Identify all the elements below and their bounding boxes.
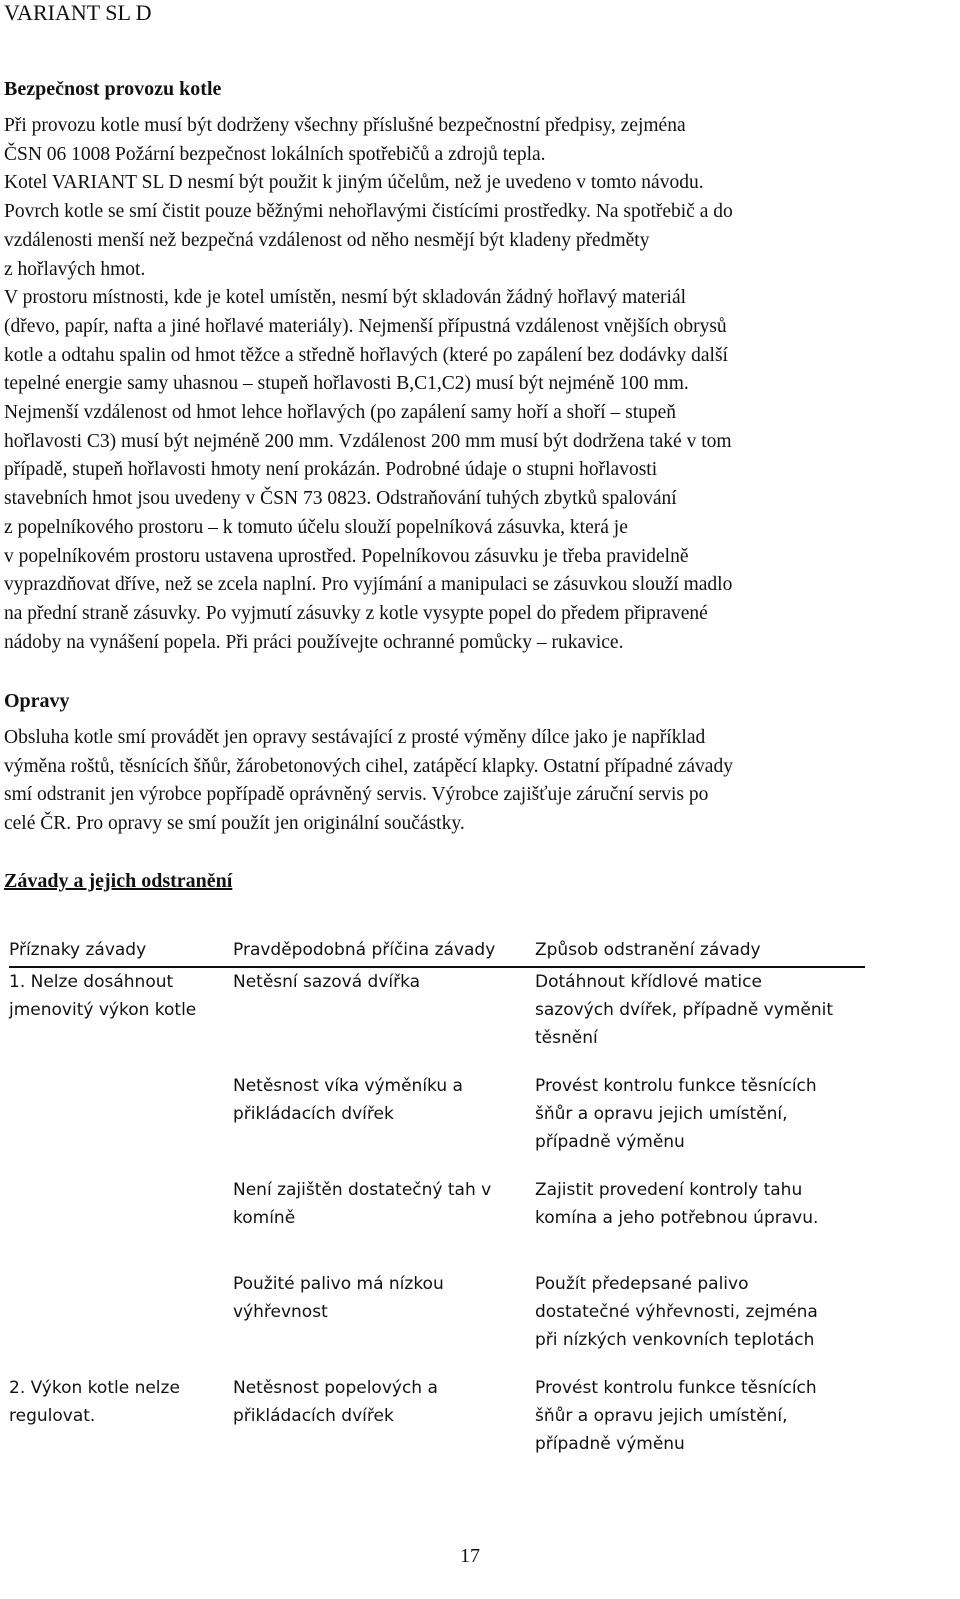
repairs-paragraph [4,724,940,839]
text-line: hořlavosti C3) musí být nejméně 200 mm. Vzdálenost 200 mm musí být dodržena také v tom [4,430,732,452]
text-line: Při provozu kotle musí být dodrženy všechny příslušné bezpečnostní předpisy, zejména [4,115,686,136]
text-line: na přední straně zásuvky. Po vyjmutí zásuvky z kotle vysypte popel do předem připravené [4,602,708,624]
section-faults [4,868,940,894]
cell-symptom [9,1270,233,1354]
cell-symptom: 1. Nelze dosáhnout jmenovitý výkon kotle [9,972,197,1020]
safety-paragraph [4,112,940,657]
table-row [9,1374,865,1458]
text-line: vyprazdňovat dříve, než se zcela naplní. Pro vyjímání a manipulaci se zásuvkou slouží madlo [4,574,733,596]
page-number: 17 [460,1545,480,1567]
section-repairs [4,688,940,839]
text-line: Nejmenší vzdálenost od hmot lehce hořlavých (po zapálení samy hoří a shoří – stupeň [4,402,677,424]
text-line: stavebních hmot jsou uvedeny v ČSN 73 0823. Odstraňování tuhých zbytků spalování [4,488,677,510]
table-row [9,1176,865,1232]
text-line: vzdálenosti menší než bezpečná vzdálenost od něho nesmějí být kladeny předměty [4,229,650,251]
text-line: ČSN 06 1008 Požární bezpečnost lokálních spotřebičů a zdrojů tepla. [4,143,546,165]
column-header-cause: Pravděpodobná příčina závady [233,940,496,960]
text-line: smí odstranit jen výrobce popřípadě oprávněný servis. Výrobce zajišťuje záruční servis po [4,784,709,806]
table-row [9,1270,865,1354]
cell-cause: Netěsnost víka výměníku a přikládacích dvířek [233,1076,463,1124]
cell-remedy: Zajistit provedení kontroly tahu komína a jeho potřebnou úpravu. [535,1180,819,1228]
cell-symptom [9,1072,233,1156]
text-line: nádoby na vynášení popela. Při práci používejte ochranné pomůcky – rukavice. [4,631,624,653]
cell-remedy: Provést kontrolu funkce těsnících šňůr a opravu jejich umístění, případně výměnu [535,1076,817,1152]
table-header-row [9,936,865,968]
cell-cause: Použité palivo má nízkou výhřevnost [233,1274,444,1322]
text-line: výměna roštů, těsnících šňůr, žárobetonových cihel, zatápěcí klapky. Ostatní případné závady [4,755,733,777]
text-line: celé ČR. Pro opravy se smí použít jen originální součástky. [4,813,465,835]
text-line: v popelníkovém prostoru ustavena uprostřed. Popelníkovou zásuvku je třeba pravidelně [4,545,689,567]
column-header-remedy: Způsob odstranění závady [535,940,761,960]
text-line: V prostoru místnosti, kde je kotel umístěn, nesmí být skladován žádný hořlavý materiál [4,287,687,309]
text-line: tepelné energie samy uhasnou – stupeň hořlavosti B,C1,C2) musí být nejméně 100 mm. [4,373,689,395]
column-header-symptoms: Příznaky závady [9,940,147,960]
text-line: (dřevo, papír, nafta a jiné hořlavé materiály). Nejmenší přípustná vzdálenost vnějších obrysů [4,315,727,337]
cell-cause: Netěsní sazová dvířka [233,972,421,992]
text-line: Povrch kotle se smí čistit pouze běžnými nehořlavými čistícími prostředky. Na spotřebič a do [4,201,733,223]
text-line: z hořlavých hmot. [4,258,146,280]
text-line: kotle a odtahu spalin od hmot těžce a středně hořlavých (které po zapálení bez dodávky další [4,344,728,366]
cell-remedy: Dotáhnout křídlové matice sazových dvířek, případně vyměnit těsnění [535,972,833,1048]
section-heading-safety: Bezpečnost provozu kotle [4,78,222,100]
section-heading-repairs: Opravy [4,690,70,712]
cell-symptom [9,1176,233,1232]
section-heading-faults: Závady a jejich odstranění [4,870,233,892]
cell-cause: Netěsnost popelových a přikládacích dvířek [233,1378,438,1426]
cell-remedy: Použít předepsané palivo dostatečné výhřevnosti, zejména při nízkých venkovních teplotách [535,1274,818,1350]
text-line: Obsluha kotle smí provádět jen opravy sestávající z prosté výměny dílce jako je například [4,727,706,748]
section-boiler-safety [4,76,940,657]
cell-cause: Není zajištěn dostatečný tah v komíně [233,1180,492,1228]
faults-table [9,936,865,1454]
table-row [9,1072,865,1156]
cell-remedy: Provést kontrolu funkce těsnících šňůr a opravu jejich umístění, případně výměnu [535,1378,817,1454]
table-row [9,968,865,1052]
cell-symptom: 2. Výkon kotle nelze regulovat. [9,1378,180,1426]
text-line: Kotel VARIANT SL D nesmí být použit k jiným účelům, než je uvedeno v tomto návodu. [4,172,704,194]
document-header: VARIANT SL D [4,0,152,25]
text-line: z popelníkového prostoru – k tomuto účelu slouží popelníková zásuvka, která je [4,516,628,538]
text-line: případě, stupeň hořlavosti hmoty není prokázán. Podrobné údaje o stupni hořlavosti [4,459,658,481]
